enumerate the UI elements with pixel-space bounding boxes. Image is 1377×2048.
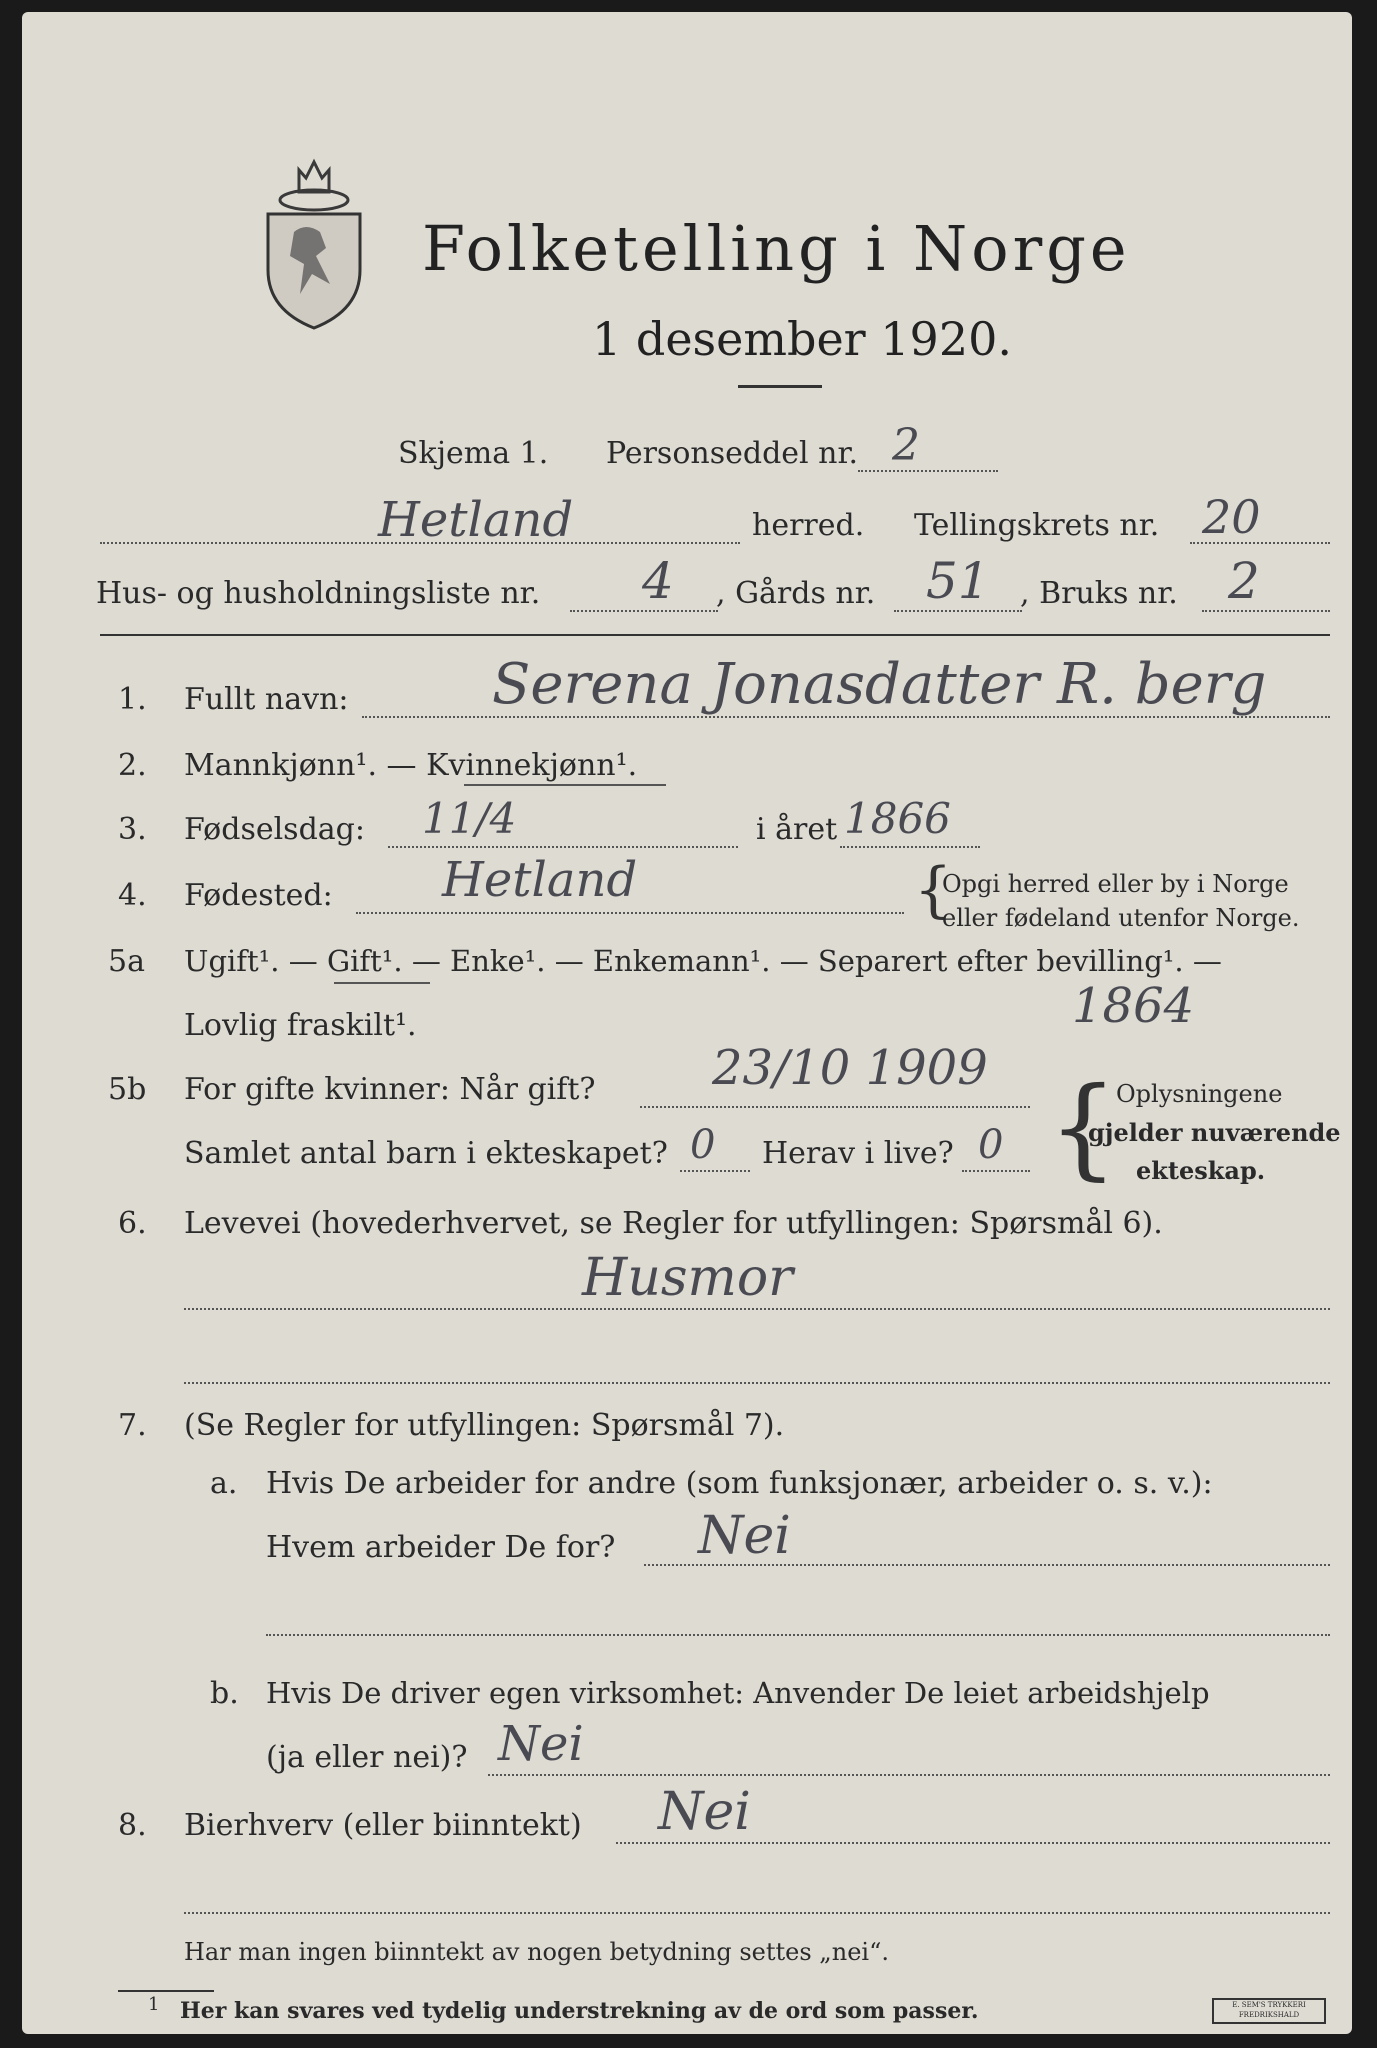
q4-number: 4. [118, 878, 147, 913]
note-nei: Har man ingen biinntekt av nogen betydning settes „nei“. [184, 1938, 889, 1966]
q7a-letter: a. [210, 1466, 238, 1501]
q7-label: (Se Regler for utfyllingen: Spørsmål 7). [184, 1408, 785, 1443]
q4-line [356, 912, 904, 914]
printer-stamp: E. SEM'S TRYKKERI FREDRIKSHALD [1212, 1998, 1326, 2024]
q2-number: 2. [118, 748, 147, 783]
q5b-note-line2: gjelder nuværende [1088, 1118, 1341, 1147]
q5b-barn-line [680, 1170, 750, 1172]
q8-label: Bierhverv (eller biinntekt) [184, 1808, 582, 1843]
q3-line [388, 846, 738, 848]
census-form [22, 12, 1352, 2034]
q2-underline-kvinnekjonn [464, 784, 666, 786]
q5a-number: 5a [108, 944, 145, 979]
q7a-employer-value: Nei [698, 1506, 791, 1566]
coat-of-arms-icon [254, 152, 374, 332]
herred-label: herred. [752, 508, 865, 543]
q5b-note-line3: ekteskap. [1136, 1156, 1266, 1185]
bruks-line [1202, 610, 1330, 612]
q7b-letter: b. [210, 1676, 239, 1711]
tellingskrets-value: 20 [1202, 490, 1261, 544]
q6-number: 6. [118, 1206, 147, 1241]
q1-label: Fullt navn: [184, 682, 349, 717]
q7b-text: Hvis De driver egen virksomhet: Anvender De leiet arbeidshjelp [266, 1676, 1210, 1710]
q4-note-line1: Opgi herred eller by i Norge [942, 870, 1289, 898]
q5b-live-value: 0 [978, 1122, 1004, 1168]
q5b-barn-value: 0 [690, 1122, 716, 1168]
q5b-married-value: 23/10 1909 [712, 1040, 988, 1096]
personseddel-label: Personseddel nr. [606, 436, 859, 471]
hus-label: Hus- og husholdningsliste nr. [96, 576, 541, 611]
herred-value: Hetland [378, 492, 574, 548]
q7a-question: Hvem arbeider De for? [266, 1530, 616, 1565]
q5b-live-label: Herav i live? [762, 1136, 954, 1171]
q7-number: 7. [118, 1408, 147, 1443]
census-date: 1 desember 1920. [592, 312, 1012, 366]
skjema-label: Skjema 1. [398, 436, 549, 471]
q8-line-2 [184, 1912, 1330, 1914]
q8-line-1 [616, 1842, 1330, 1844]
q7b-question: (ja eller nei)? [266, 1740, 468, 1775]
gards-value: 51 [926, 552, 990, 610]
q5b-note-line1: Oplysningene [1116, 1080, 1283, 1108]
gards-label: , Gårds nr. [716, 576, 876, 611]
q5b-brace: { [1048, 1063, 1118, 1191]
tellingskrets-label: Tellingskrets nr. [914, 508, 1160, 543]
q4-birthplace-value: Hetland [442, 852, 638, 908]
bruks-label: , Bruks nr. [1020, 576, 1178, 611]
hus-value: 4 [642, 552, 674, 610]
q7b-line [488, 1774, 1330, 1776]
q7a-text: Hvis De arbeider for andre (som funksjonær, arbeider o. s. v.): [266, 1466, 1213, 1501]
title-divider [738, 385, 822, 388]
footnote-text: Her kan svares ved tydelig understrekning av de ord som passer. [180, 1998, 979, 2024]
q5b-barn-label: Samlet antal barn i ekteskapet? [184, 1136, 668, 1171]
q4-note-line2: eller fødeland utenfor Norge. [942, 904, 1300, 932]
q5b-number: 5b [108, 1072, 147, 1107]
footnote-divider [118, 1990, 214, 1992]
q4-label: Fødested: [184, 878, 333, 913]
q4-brace: { [914, 855, 953, 925]
q5a-label-line2: Lovlig fraskilt¹. [184, 1008, 417, 1043]
q5a-annotation: 1864 [1072, 978, 1195, 1034]
q6-line-1 [184, 1308, 1330, 1310]
q5b-line [640, 1106, 1030, 1108]
q1-number: 1. [118, 682, 147, 717]
q3-year-line [840, 846, 980, 848]
q7b-help-value: Nei [498, 1716, 584, 1772]
q3-number: 3. [118, 812, 147, 847]
q6-line-2 [184, 1382, 1330, 1384]
footnote-mark: 1 [148, 1994, 160, 2015]
q5a-underline-gift [334, 982, 430, 984]
q2-label: Mannkjønn¹. — Kvinnekjønn¹. [184, 748, 638, 783]
q5b-live-line [962, 1170, 1030, 1172]
q5a-label: Ugift¹. — Gift¹. — Enke¹. — Enkemann¹. — Separert efter bevilling¹. — [184, 944, 1222, 978]
q5b-label: For gifte kvinner: Når gift? [184, 1072, 596, 1107]
personseddel-line [858, 470, 998, 472]
section-divider [100, 634, 1330, 636]
personseddel-value: 2 [892, 420, 920, 471]
q3-year-label: i året [756, 812, 838, 847]
gards-line [894, 610, 1022, 612]
q3-label: Fødselsdag: [184, 812, 365, 847]
form-title: Folketelling i Norge [422, 212, 1131, 285]
q1-full-name-value: Serena Jonasdatter R. berg [492, 652, 1267, 717]
q3-year-value: 1866 [844, 794, 951, 843]
q3-birthday-value: 11/4 [422, 794, 517, 843]
q6-label: Levevei (hovederhvervet, se Regler for utfyllingen: Spørsmål 6). [184, 1206, 1163, 1241]
bruks-value: 2 [1228, 552, 1260, 610]
hus-line [570, 610, 718, 612]
q8-side-income-value: Nei [658, 1782, 751, 1842]
q6-occupation-value: Husmor [582, 1248, 793, 1308]
q8-number: 8. [118, 1808, 147, 1843]
q7a-line-2 [266, 1634, 1330, 1636]
